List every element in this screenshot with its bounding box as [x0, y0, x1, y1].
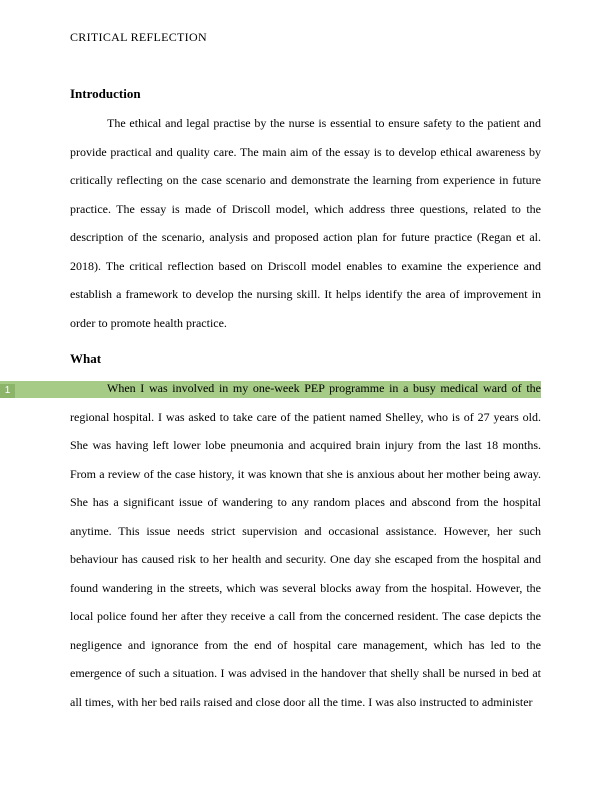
paragraph-introduction: The ethical and legal practise by the nurse is essential to ensure safety to the patient and provide practical and quality care. The main aim of the essay is to develop ethical awareness by critically reflecting on the case scenario and demonstrate the learning from experience in future practice. The essay is made of Driscoll model, which address three questions, related to the description of the scenario, analysis and proposed action plan for future practice (Regan et al. 2018). The critical reflection based on Driscoll model enables to examine the experience and establish a framework to develop the nursing skill. It helps identify the area of improvement in order to promote health practice.: [70, 116, 541, 330]
paragraph-what-text: [70, 381, 541, 709]
paragraph-what-rest: regional hospital. I was asked to take care of the patient named Shelley, who is of 27 years old. She was having left lower lobe pneumonia and acquired brain injury from the last 18 months. From a review of the case history, it was known that she is anxious about her mother being away. She has a significant issue of wandering to any random places and abscond from the hospital anytime. This issue needs strict supervision and occasional assistance. However, her such behaviour has caused risk to her health and security. One day she escaped from the hospital and found wandering in the streets, which was several blocks away from the hospital. However, the local police found her after they receive a call from the concerned resident. The case depicts the negligence and ignorance from the end of hospital care management, which has led to the emergence of such a situation. I was advised in the handover that shelly shall be nursed in bed at all times, with her bed rails raised and close door all the time. I was also instructed to administer: [70, 409, 541, 709]
section-heading-introduction: Introduction: [70, 86, 141, 101]
comment-marker-1[interactable]: 1: [0, 384, 15, 398]
highlighted-sentence: When I was involved in my one-week PEP programme in a busy medical ward of the: [107, 381, 541, 395]
paragraph-what: [4, 374, 541, 716]
running-header: CRITICAL REFLECTION: [70, 30, 207, 44]
section-heading-what: What: [70, 351, 102, 366]
